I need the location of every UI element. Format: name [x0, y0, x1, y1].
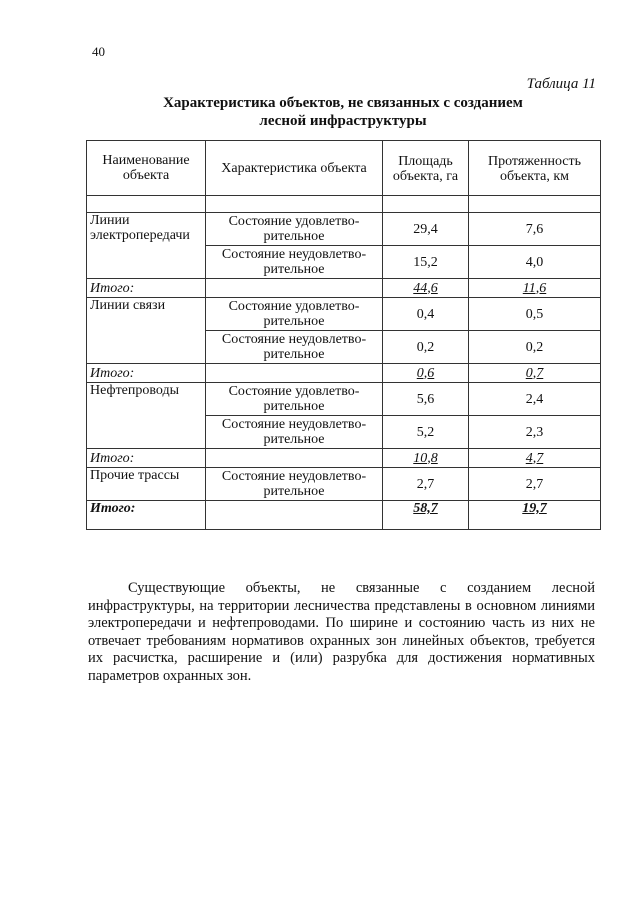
object-area: 5,2 [383, 416, 469, 449]
objects-table [86, 140, 601, 530]
table-title [86, 94, 600, 130]
body-paragraph: Существующие объекты, не связанные с созданием лесной инфраструктуры, на территории лесничества представлены в основном линиями электропередачи и нефтепроводами. По ширине и состоянию часть из них не отвечает требованиям нормативов охранных зон линейных объектов, требуется их расчистка, расширение и (или) разрубка для достижения нормативных параметров охранных зон. [88, 580, 595, 684]
object-name: Линии электропередачи [87, 213, 206, 279]
object-name: Линии связи [87, 298, 206, 364]
table-row [87, 383, 601, 416]
subtotal-label: Итого: [87, 364, 206, 383]
object-name: Прочие трассы [87, 468, 206, 501]
header-object-name: Наименование объекта [87, 141, 206, 196]
subtotal-row [87, 364, 601, 383]
object-state: Состояние неудовлетво-рительное [206, 468, 383, 501]
table-row [87, 213, 601, 246]
object-length: 7,6 [469, 213, 601, 246]
subtotal-empty-cell [206, 279, 383, 298]
grand-total-empty-cell [206, 501, 383, 530]
header-object-characteristic: Характеристика объекта [206, 141, 383, 196]
subtotal-length: 11,6 [469, 279, 601, 298]
object-state: Состояние удовлетво-рительное [206, 298, 383, 331]
subtotal-row [87, 279, 601, 298]
object-length: 4,0 [469, 246, 601, 279]
header-length: Протяженность объекта, км [469, 141, 601, 196]
table-spacer-row [87, 196, 601, 213]
subtotal-label: Итого: [87, 279, 206, 298]
table-title-line1: Характеристика объектов, не связанных с созданием [163, 95, 523, 111]
object-state: Состояние неудовлетво-рительное [206, 416, 383, 449]
table-row [87, 468, 601, 501]
object-state: Состояние неудовлетво-рительное [206, 246, 383, 279]
subtotal-empty-cell [206, 449, 383, 468]
page-number: 40 [92, 44, 105, 59]
subtotal-empty-cell [206, 364, 383, 383]
object-area: 0,4 [383, 298, 469, 331]
subtotal-length: 4,7 [469, 449, 601, 468]
table-title-line2: лесной инфраструктуры [259, 113, 427, 129]
subtotal-area: 10,8 [383, 449, 469, 468]
object-area: 0,2 [383, 331, 469, 364]
subtotal-area: 0,6 [383, 364, 469, 383]
object-area: 15,2 [383, 246, 469, 279]
object-state: Состояние неудовлетво-рительное [206, 331, 383, 364]
table-row [87, 298, 601, 331]
object-length: 0,5 [469, 298, 601, 331]
grand-total-area: 58,7 [383, 501, 469, 530]
object-length: 2,4 [469, 383, 601, 416]
object-state: Состояние удовлетво-рительное [206, 383, 383, 416]
subtotal-area: 44,6 [383, 279, 469, 298]
object-name: Нефтепроводы [87, 383, 206, 449]
grand-total-row [87, 501, 601, 530]
subtotal-label: Итого: [87, 449, 206, 468]
object-state: Состояние удовлетво-рительное [206, 213, 383, 246]
subtotal-length: 0,7 [469, 364, 601, 383]
object-area: 5,6 [383, 383, 469, 416]
table-label: Таблица 11 [526, 76, 596, 92]
grand-total-label: Итого: [87, 501, 206, 530]
table-header-row [87, 141, 601, 196]
subtotal-row [87, 449, 601, 468]
object-area: 2,7 [383, 468, 469, 501]
object-area: 29,4 [383, 213, 469, 246]
object-length: 2,7 [469, 468, 601, 501]
object-length: 0,2 [469, 331, 601, 364]
object-length: 2,3 [469, 416, 601, 449]
grand-total-length: 19,7 [469, 501, 601, 530]
header-area: Площадь объекта, га [383, 141, 469, 196]
